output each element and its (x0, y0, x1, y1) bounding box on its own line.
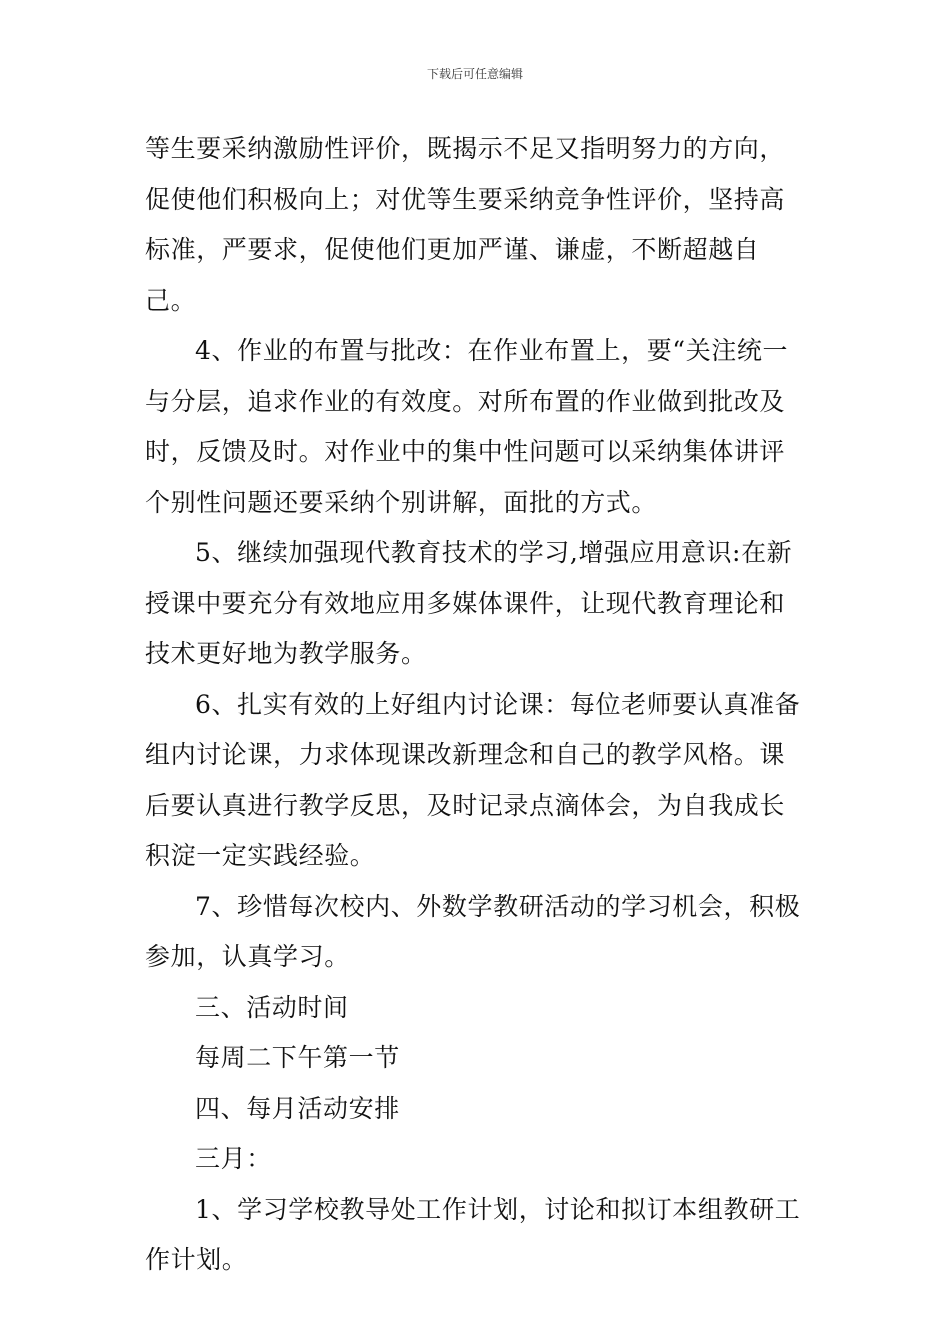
paragraph-discussion-lessons: 6、扎实有效的上好组内讨论课：每位老师要认真准备组内讨论课，力求体现课改新理念和自己的教学风格。课后要认真进行教学反思，及时记录点滴体会，为自我成长积淀一定实践经验。 (145, 689, 801, 870)
paragraph-evaluation-continued: 等生要采纳激励性评价，既揭示不足又指明努力的方向，促使他们积极向上；对优等生要采纳竞争性评价，坚持高标准，严要求，促使他们更加严谨、谦虚，不断超越自己。 (145, 134, 786, 315)
paragraph-education-technology: 5、继续加强现代教育技术的学习,增强应用意识:在新授课中要充分有效地应用多媒体课件，让现代教育理论和技术更好地为教学服务。 (145, 538, 793, 668)
paragraph-march-item-1: 1、学习学校教导处工作计划，讨论和拟订本组教研工作计划。 (145, 1194, 801, 1274)
month-heading-march: 三月： (195, 1144, 272, 1173)
section-heading-activity-time: 三、活动时间 (195, 992, 349, 1022)
section-heading-monthly-schedule: 四、每月活动安排 (195, 1093, 400, 1123)
document-body (145, 124, 810, 1286)
paragraph-activity-time: 每周二下午第一节 (195, 1043, 400, 1072)
paragraph-research-activities: 7、珍惜每次校内、外数学教研活动的学习机会，积极参加，认真学习。 (145, 891, 801, 971)
paragraph-homework: 4、作业的布置与批改：在作业布置上，要“关注统一与分层，追求作业的有效度。对所布置的作业做到批改及时，反馈及时。对作业中的集中性问题可以采纳集体讲评个别性问题还要采纳个别讲解，面批的方式。 (145, 336, 789, 517)
page-header-note: 下载后可任意编辑 (426, 67, 523, 81)
